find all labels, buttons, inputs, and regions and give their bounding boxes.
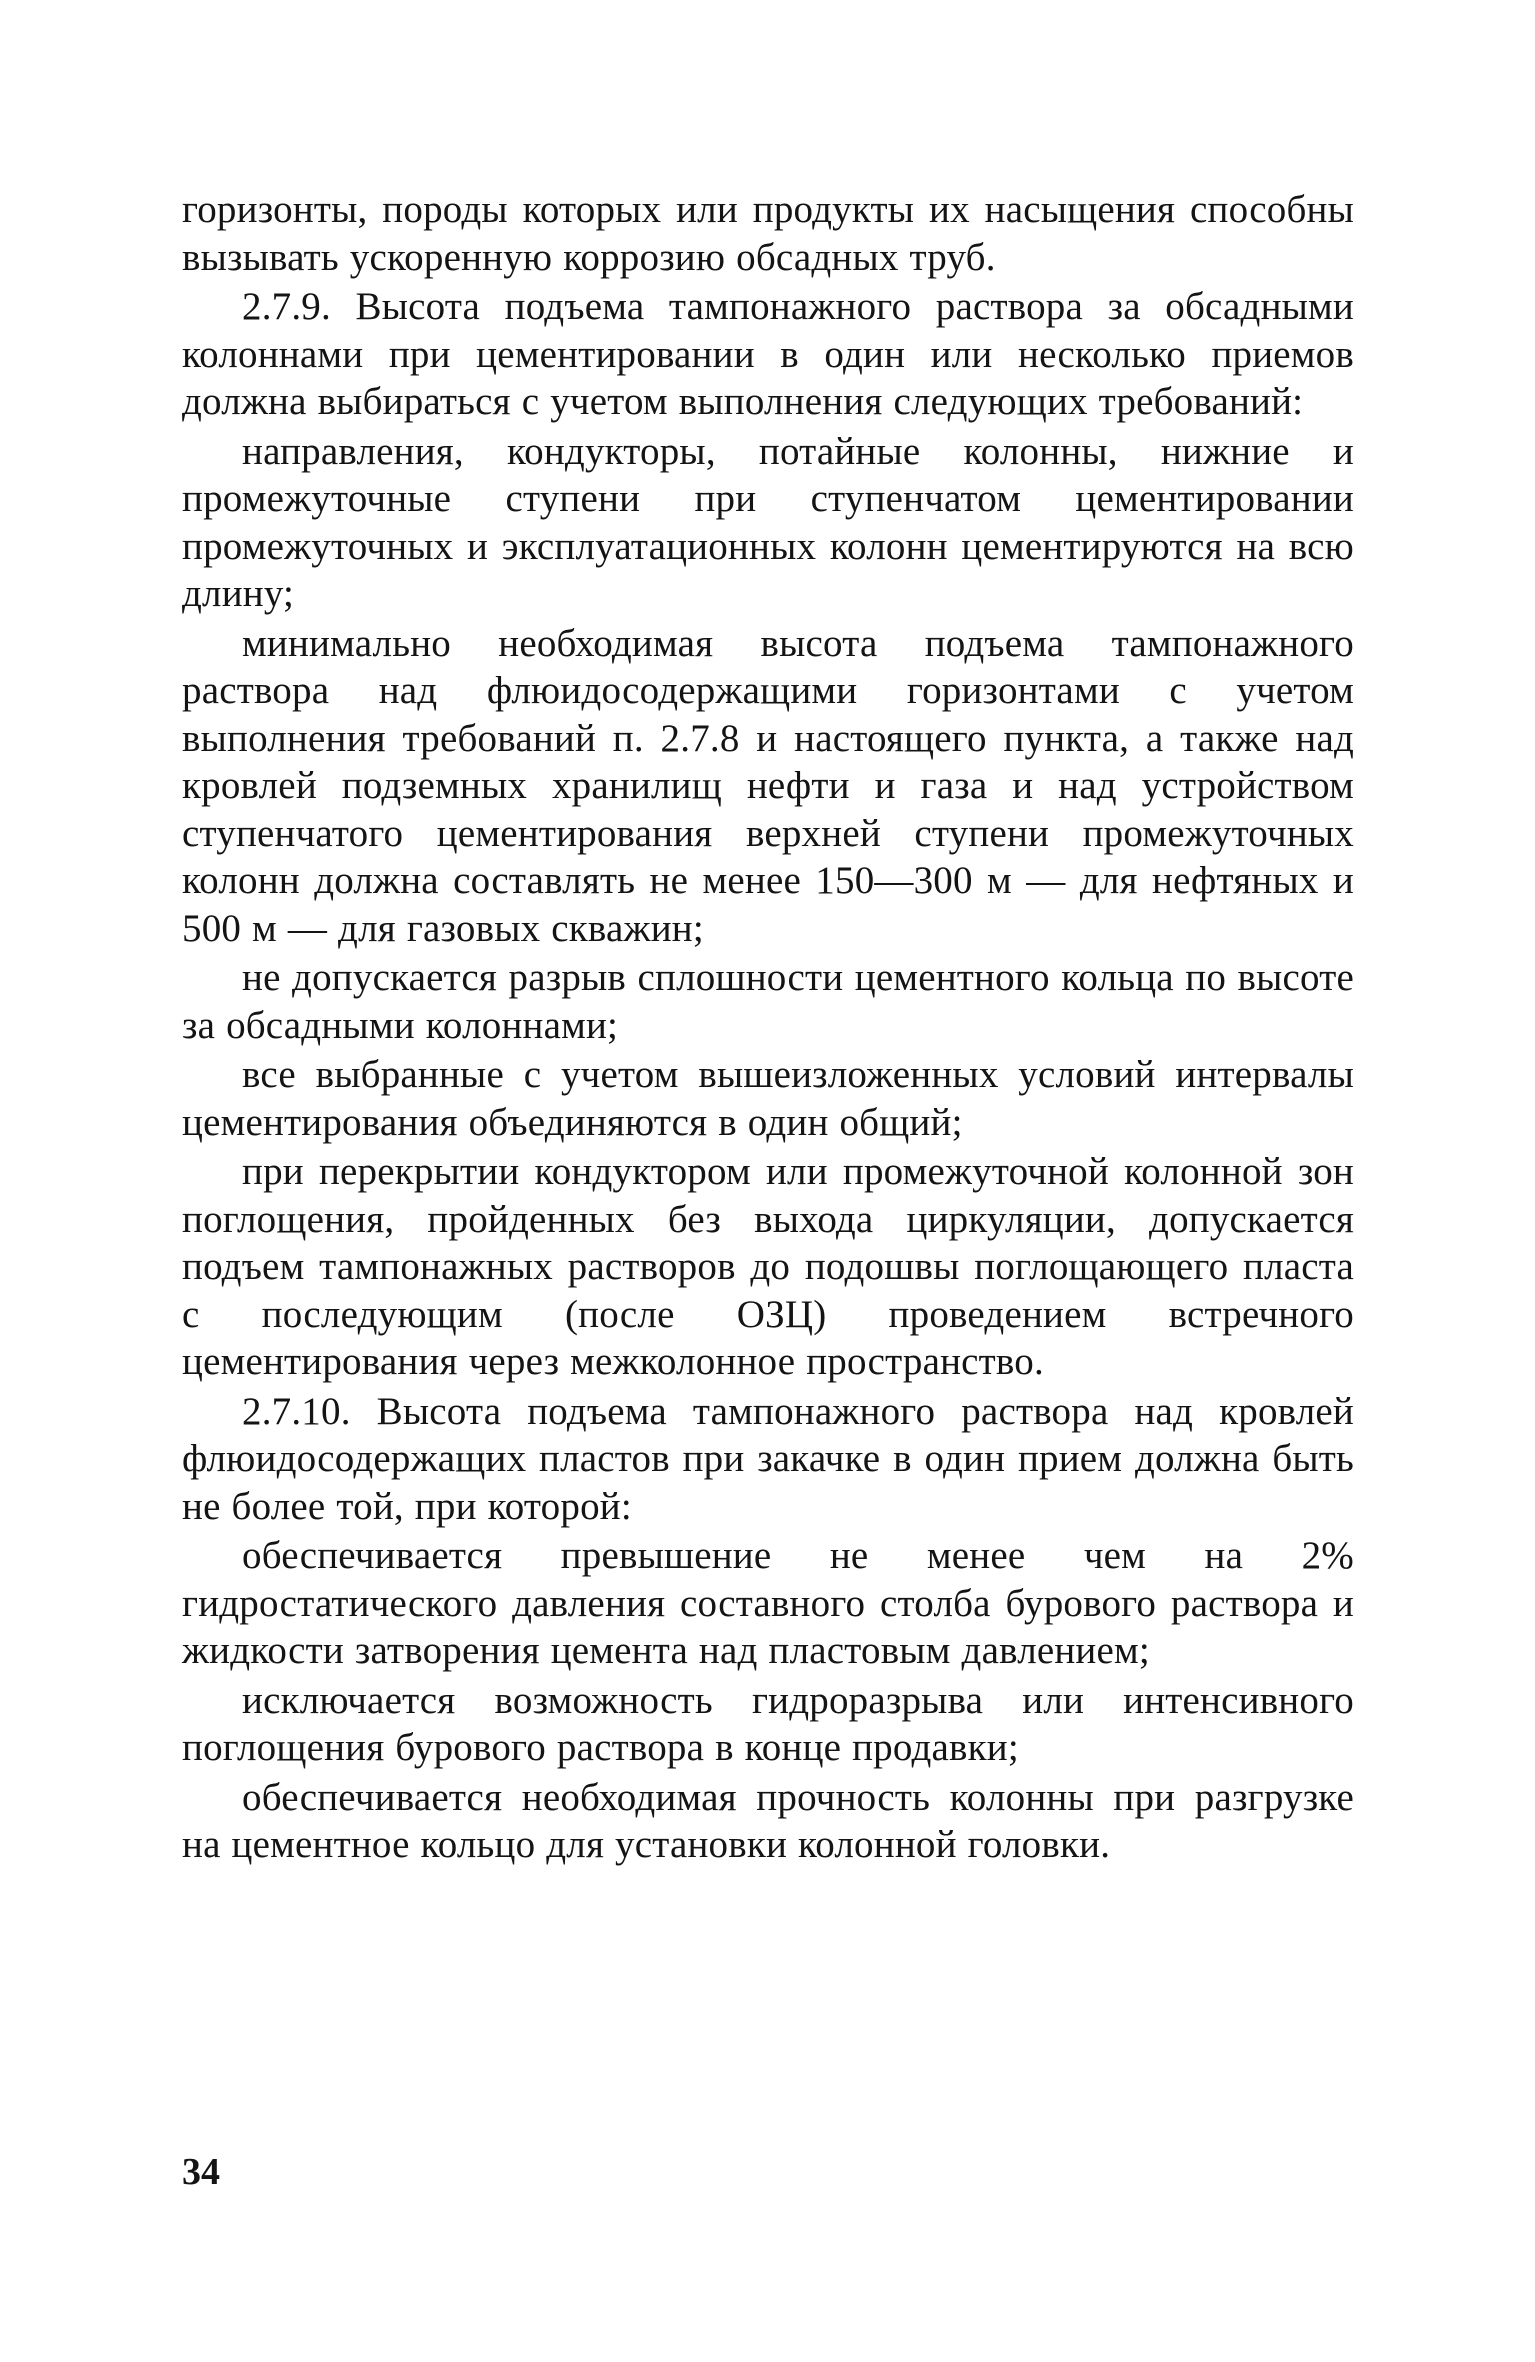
paragraph-requirement-continuity: не допускается разрыв сплошности цементного кольца по высоте за обсадными колоннами; <box>182 956 1354 1047</box>
paragraph-section-2-7-10: 2.7.10. Высота подъема тампонажного раствора над кровлей флюидосодержащих пластов при закачке в один прием должна быть не более той, при которой: <box>182 1389 1354 1528</box>
paragraph-requirement-min-height: минимально необходимая высота подъема тампонажного раствора над флюидосодержащими горизонтами с учетом выполнения требований п. 2.7.8 и настоящего пункта, а также над кровлей подземных хранилищ нефти и газа и над устройством ступенчатого цементирования верхней ступени промежуточных колонн должна составлять не менее 150—300 м — для нефтяных и 500 м — для газовых скважин; <box>182 621 1354 950</box>
paragraph-requirement-casing: направления, кондукторы, потайные колонны, нижние и промежуточные ступени при ступенчатом цементировании промежуточных и эксплуатационных колонн цементируются на всю длину; <box>182 429 1354 615</box>
paragraph-requirement-intervals: все выбранные с учетом вышеизложенных условий интервалы цементирования объединяются в один общий; <box>182 1053 1354 1144</box>
paragraph-continuation: горизонты, породы которых или продукты их насыщения способны вызывать ускоренную коррозию обсадных труб. <box>182 188 1354 279</box>
paragraph-condition-strength: обеспечивается необходимая прочность колонны при разгрузке на цементное кольцо для установки колонной головки. <box>182 1775 1354 1866</box>
paragraph-section-2-7-9: 2.7.9. Высота подъема тампонажного раствора за обсадными колоннами при цементировании в один или несколько приемов должна выбираться с учетом выполнения следующих требований: <box>182 285 1354 423</box>
document-body <box>182 186 1354 1869</box>
paragraph-condition-pressure: обеспечивается превышение не менее чем на 2% гидростатического давления составного столба бурового раствора и жидкости затворения цемента над пластовым давлением; <box>182 1534 1354 1672</box>
page-number: 34 <box>182 2151 220 2193</box>
paragraph-requirement-absorption: при перекрытии кондуктором или промежуточной колонной зон поглощения, пройденных без выхода циркуляции, допускается подъем тампонажных растворов до подошвы поглощающего пласта с последующим (после ОЗЦ) проведением встречного цементирования через межколонное пространство. <box>182 1150 1354 1383</box>
paragraph-condition-fracture: исключается возможность гидроразрыва или интенсивного поглощения бурового раствора в конце продавки; <box>182 1678 1354 1769</box>
